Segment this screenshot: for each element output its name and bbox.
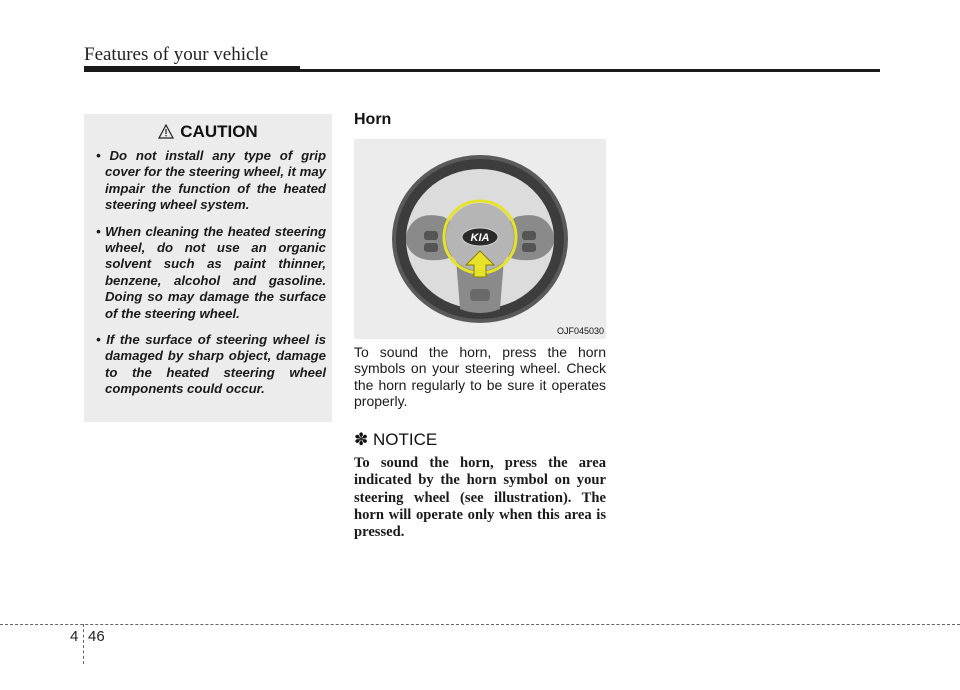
caution-heading	[84, 122, 332, 142]
footer-divider	[83, 624, 84, 664]
header-rule-accent	[84, 66, 300, 72]
notice-body-text: To sound the horn, press the area indicated by the horn symbol on your steering wheel (see illustration). The horn will operate only when this area is pressed.	[354, 455, 606, 541]
horn-body-text: To sound the horn, press the horn symbols on your steering wheel. Check the horn regularly to be sure it operates properly.	[354, 344, 606, 409]
page-header-title: Features of your vehicle	[84, 44, 269, 65]
steering-wheel-figure	[354, 139, 606, 339]
caution-box	[84, 114, 332, 422]
steering-wheel-illustration	[354, 139, 606, 339]
horn-section-title: Horn	[354, 111, 392, 128]
chapter-number: 4	[70, 628, 79, 645]
footer-rule	[0, 624, 960, 625]
figure-code: OJF045030	[556, 326, 604, 336]
caution-heading-text: CAUTION	[180, 122, 258, 141]
page-number: 46	[88, 628, 105, 645]
kia-logo: KIA	[470, 232, 490, 244]
caution-item: • If the surface of steering wheel is damaged by sharp object, damage to the heated steering wheel components could occur.	[96, 332, 327, 397]
caution-item: • When cleaning the heated steering wheel, do not use an organic solvent such as paint thinner, benzene, alcohol and gasoline. Doing so may damage the surface of the steering wheel.	[96, 223, 327, 321]
caution-item: • Do not install any type of grip cover for the steering wheel, it may impair the function of the heated steering wheel system.	[96, 148, 327, 213]
notice-heading: ✽ NOTICE	[354, 430, 438, 449]
caution-list	[92, 148, 326, 408]
warning-triangle-icon	[158, 124, 174, 139]
